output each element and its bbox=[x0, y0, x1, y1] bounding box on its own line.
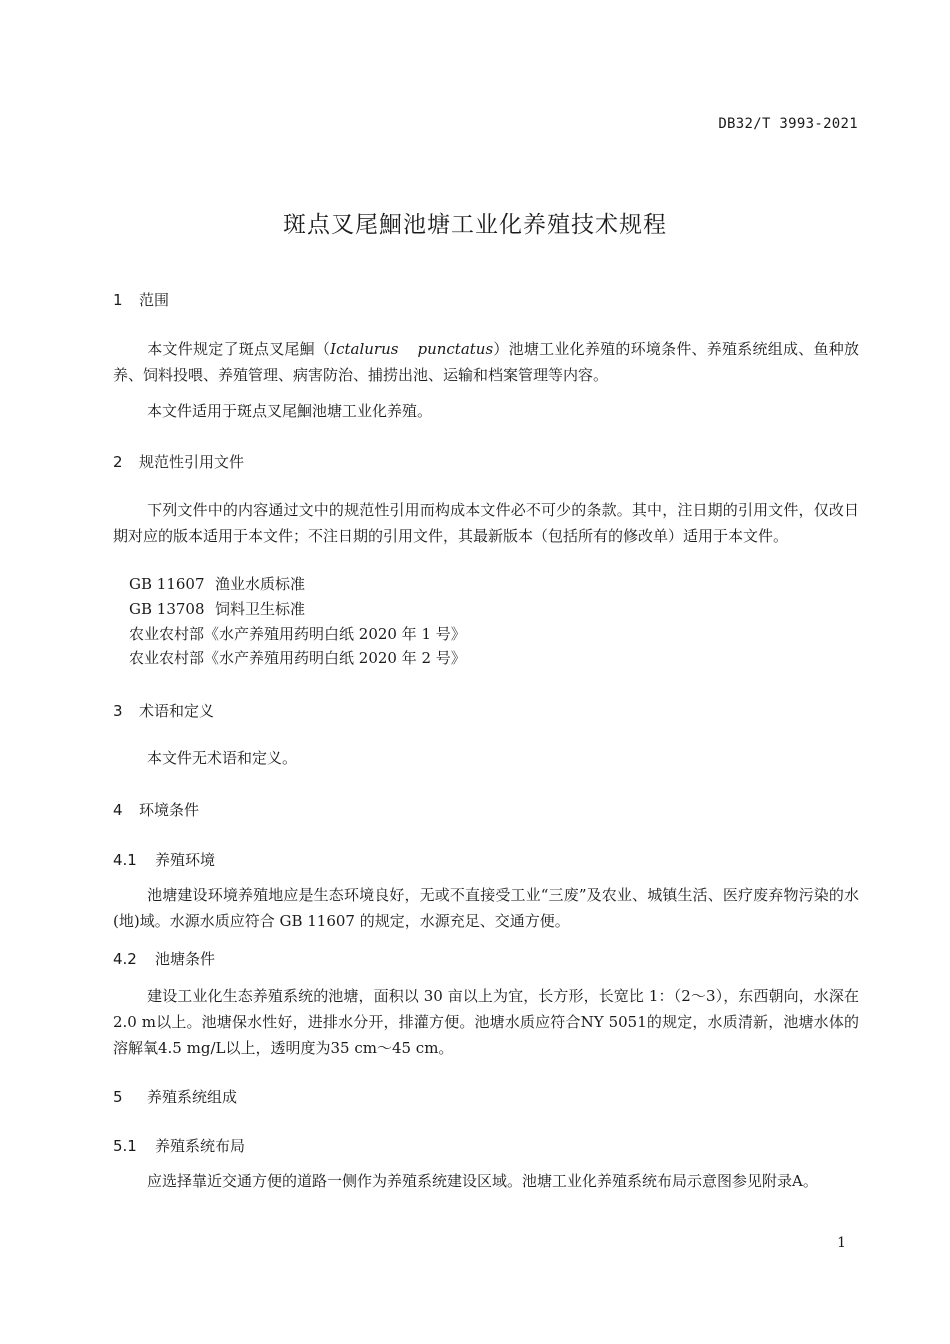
terms-paragraph bbox=[113, 745, 859, 771]
reference-code: GB 11607 bbox=[129, 575, 205, 593]
subsection-heading-4-1 bbox=[113, 849, 215, 870]
subsection-number: 4.2 bbox=[113, 950, 137, 968]
section-title: 术语和定义 bbox=[139, 702, 215, 720]
section-number: 4 bbox=[113, 801, 123, 819]
pond-conditions-text: 建设工业化生态养殖系统的池塘，面积以 30 亩以上为宜，长方形，长宽比 1：（2～3），东西朝向，水深在 2.0 m以上。池塘保水性好，进排水分开，排灌方便。池塘水质应符合NY 5051的规定，水质清新，池塘水体的溶解氧4.5 mg/L以上，透明度为35 cm～45 cm。 bbox=[113, 987, 859, 1057]
subsection-title: 池塘条件 bbox=[155, 950, 216, 968]
normative-references-paragraph bbox=[113, 497, 859, 549]
subsection-heading-4-2 bbox=[113, 948, 215, 969]
document-code: DB32/T 3993-2021 bbox=[718, 116, 858, 132]
reference-item: 农业农村部《水产养殖用药明白纸 2020 年 2 号》 bbox=[129, 649, 466, 667]
section-number: 1 bbox=[113, 291, 123, 309]
subsection-heading-5-1 bbox=[113, 1135, 245, 1156]
layout-paragraph bbox=[113, 1168, 859, 1194]
environment-text: 池塘建设环境养殖地应是生态环境良好，无或不直接受工业“三废”及农业、城镇生活、医疗废弃物污染的水 (地)域。水源水质应符合 GB 11607 的规定，水源充足、交通方便。 bbox=[113, 886, 859, 930]
scope-text-a: 本文件规定了斑点叉尾鮰（ bbox=[147, 340, 331, 358]
section-title: 环境条件 bbox=[139, 801, 200, 819]
document-title: 斑点叉尾鮰池塘工业化养殖技术规程 bbox=[283, 212, 667, 238]
pond-conditions-paragraph bbox=[113, 983, 859, 1061]
applicability-text: 本文件适用于斑点叉尾鮰池塘工业化养殖。 bbox=[147, 402, 433, 420]
references-intro-text: 下列文件中的内容通过文中的规范性引用而构成本文件必不可少的条款。其中，注日期的引用文件，仅改日期对应的版本适用于本文件；不注日期的引用文件，其最新版本（包括所有的修改单）适用于本文件。 bbox=[113, 501, 859, 545]
page-number: 1 bbox=[837, 1235, 846, 1251]
reference-code: GB 13708 bbox=[129, 600, 205, 618]
section-number: 3 bbox=[113, 702, 123, 720]
subsection-title: 养殖系统布局 bbox=[155, 1137, 246, 1155]
section-title: 养殖系统组成 bbox=[147, 1088, 238, 1106]
reference-item bbox=[129, 597, 305, 621]
reference-item: 农业农村部《水产养殖用药明白纸 2020 年 1 号》 bbox=[129, 625, 466, 643]
reference-name: 渔业水质标准 bbox=[215, 575, 306, 593]
latin-name: Ictalurus punctatus bbox=[330, 340, 494, 358]
subsection-number: 4.1 bbox=[113, 851, 137, 869]
section-heading-1 bbox=[113, 289, 169, 310]
section-title: 规范性引用文件 bbox=[139, 453, 245, 471]
section-heading-4 bbox=[113, 799, 199, 820]
section-heading-2 bbox=[113, 451, 244, 472]
reference-name: 饲料卫生标准 bbox=[215, 600, 306, 618]
applicability-paragraph bbox=[113, 398, 859, 424]
scope-text-b: ）池塘工业化养殖的环境条件、养殖系统组成、鱼种放养、饲料投喂、养殖管理、病害防治、捕捞出池、运输和档案管理等内容。 bbox=[113, 340, 859, 384]
section-heading-5 bbox=[113, 1086, 237, 1107]
terms-text: 本文件无术语和定义。 bbox=[147, 749, 298, 767]
environment-paragraph bbox=[113, 882, 859, 934]
section-title: 范围 bbox=[139, 291, 170, 309]
section-number: 2 bbox=[113, 453, 123, 471]
reference-item bbox=[129, 572, 305, 596]
scope-paragraph bbox=[113, 336, 859, 388]
section-number: 5 bbox=[113, 1088, 123, 1106]
subsection-number: 5.1 bbox=[113, 1137, 137, 1155]
layout-text: 应选择靠近交通方便的道路一侧作为养殖系统建设区域。池塘工业化养殖系统布局示意图参见附录A。 bbox=[147, 1172, 818, 1190]
subsection-title: 养殖环境 bbox=[155, 851, 216, 869]
section-heading-3 bbox=[113, 700, 214, 721]
